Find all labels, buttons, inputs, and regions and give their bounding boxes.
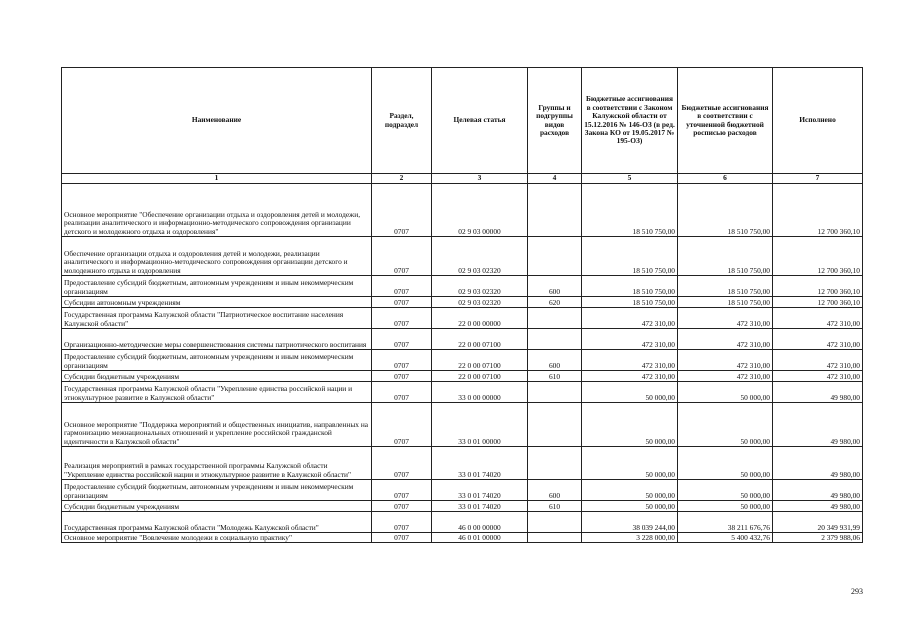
cell-group	[528, 308, 582, 329]
cell-executed: 472 310,00	[773, 350, 863, 371]
cell-name: Предоставление субсидий бюджетным, автономным учреждениям и иным некоммерческим организациям	[62, 480, 372, 501]
header-target: Целевая статья	[432, 68, 528, 174]
column-number: 3	[432, 174, 528, 184]
header-executed: Исполнено	[773, 68, 863, 174]
cell-executed: 49 980,00	[773, 501, 863, 512]
cell-refined: 50 000,00	[678, 382, 773, 403]
cell-name: Государственная программа Калужской области "Молодежь Калужской области"	[62, 512, 372, 533]
cell-group	[528, 533, 582, 543]
cell-refined: 472 310,00	[678, 350, 773, 371]
table-row	[62, 350, 863, 371]
table-row	[62, 501, 863, 512]
cell-group	[528, 512, 582, 533]
cell-executed: 12 700 360,10	[773, 276, 863, 297]
column-number: 2	[372, 174, 432, 184]
cell-name: Обеспечение организации отдыха и оздоровления детей и молодежи, реализации аналитического и информационно-методического сопровождения организации детского и молодежного отдыха и оздоровления	[62, 237, 372, 276]
cell-section: 0707	[372, 480, 432, 501]
column-number: 5	[582, 174, 678, 184]
cell-section: 0707	[372, 533, 432, 543]
table-row	[62, 329, 863, 350]
cell-section: 0707	[372, 403, 432, 447]
cell-refined: 50 000,00	[678, 403, 773, 447]
table-row	[62, 403, 863, 447]
cell-refined: 5 400 432,76	[678, 533, 773, 543]
cell-group	[528, 403, 582, 447]
cell-target: 02 9 03 02320	[432, 297, 528, 308]
table-row	[62, 447, 863, 480]
cell-group: 600	[528, 350, 582, 371]
cell-target: 46 0 00 00000	[432, 512, 528, 533]
cell-target: 22 0 00 07100	[432, 329, 528, 350]
cell-target: 02 9 03 00000	[432, 184, 528, 237]
cell-refined: 18 510 750,00	[678, 297, 773, 308]
cell-name: Субсидии бюджетным учреждениям	[62, 501, 372, 512]
cell-name: Субсидии бюджетным учреждениям	[62, 371, 372, 382]
cell-section: 0707	[372, 297, 432, 308]
cell-section: 0707	[372, 329, 432, 350]
cell-group: 600	[528, 276, 582, 297]
cell-section: 0707	[372, 501, 432, 512]
cell-executed: 12 700 360,10	[773, 297, 863, 308]
cell-group: 610	[528, 501, 582, 512]
column-number: 4	[528, 174, 582, 184]
cell-law: 472 310,00	[582, 371, 678, 382]
cell-executed: 12 700 360,10	[773, 184, 863, 237]
cell-section: 0707	[372, 184, 432, 237]
column-number: 1	[62, 174, 372, 184]
cell-executed: 472 310,00	[773, 308, 863, 329]
cell-group: 600	[528, 480, 582, 501]
cell-group	[528, 329, 582, 350]
table-row	[62, 297, 863, 308]
cell-refined: 50 000,00	[678, 447, 773, 480]
cell-group	[528, 184, 582, 237]
cell-group	[528, 237, 582, 276]
header-law: Бюджетные ассигнования в соответствии с Законом Калужской области от 15.12.2016 № 146-ОЗ (в ред. Закона КО от 19.05.2017 № 195-ОЗ)	[582, 68, 678, 174]
cell-executed: 20 349 931,99	[773, 512, 863, 533]
cell-section: 0707	[372, 512, 432, 533]
table-row	[62, 382, 863, 403]
table-row	[62, 237, 863, 276]
column-number: 7	[773, 174, 863, 184]
cell-section: 0707	[372, 447, 432, 480]
cell-executed: 12 700 360,10	[773, 237, 863, 276]
cell-section: 0707	[372, 350, 432, 371]
cell-refined: 50 000,00	[678, 501, 773, 512]
table-row	[62, 480, 863, 501]
page-number: 293	[851, 587, 863, 596]
cell-section: 0707	[372, 308, 432, 329]
cell-refined: 472 310,00	[678, 308, 773, 329]
cell-refined: 472 310,00	[678, 329, 773, 350]
cell-target: 22 0 00 07100	[432, 371, 528, 382]
cell-name: Субсидии автономным учреждениям	[62, 297, 372, 308]
cell-law: 50 000,00	[582, 447, 678, 480]
header-name: Наименование	[62, 68, 372, 174]
cell-law: 472 310,00	[582, 329, 678, 350]
cell-law: 18 510 750,00	[582, 237, 678, 276]
cell-refined: 38 211 676,76	[678, 512, 773, 533]
budget-table	[61, 67, 863, 543]
cell-executed: 49 980,00	[773, 447, 863, 480]
cell-refined: 18 510 750,00	[678, 184, 773, 237]
cell-target: 46 0 01 00000	[432, 533, 528, 543]
cell-law: 50 000,00	[582, 403, 678, 447]
cell-law: 18 510 750,00	[582, 184, 678, 237]
cell-executed: 472 310,00	[773, 329, 863, 350]
header-refined: Бюджетные ассигнования в соответствии с уточненной бюджетной росписью расходов	[678, 68, 773, 174]
cell-law: 50 000,00	[582, 501, 678, 512]
cell-target: 33 0 00 00000	[432, 382, 528, 403]
table-header-row	[62, 68, 863, 174]
cell-target: 02 9 03 02320	[432, 237, 528, 276]
column-number-row	[62, 174, 863, 184]
cell-law: 472 310,00	[582, 308, 678, 329]
cell-refined: 18 510 750,00	[678, 237, 773, 276]
cell-target: 02 9 03 02320	[432, 276, 528, 297]
cell-target: 33 0 01 00000	[432, 403, 528, 447]
cell-law: 3 228 000,00	[582, 533, 678, 543]
header-section: Раздел, подраздел	[372, 68, 432, 174]
cell-target: 33 0 01 74020	[432, 447, 528, 480]
cell-executed: 2 379 988,06	[773, 533, 863, 543]
cell-law: 50 000,00	[582, 382, 678, 403]
cell-executed: 49 980,00	[773, 403, 863, 447]
cell-section: 0707	[372, 382, 432, 403]
cell-group	[528, 382, 582, 403]
cell-name: Государственная программа Калужской области "Укрепление единства российской нации и этнокультурное развитие в Калужской области"	[62, 382, 372, 403]
header-groups: Группы и подгруппы видов расходов	[528, 68, 582, 174]
cell-section: 0707	[372, 276, 432, 297]
cell-refined: 50 000,00	[678, 480, 773, 501]
cell-executed: 49 980,00	[773, 480, 863, 501]
table-row	[62, 308, 863, 329]
cell-target: 22 0 00 00000	[432, 308, 528, 329]
cell-group: 610	[528, 371, 582, 382]
cell-law: 472 310,00	[582, 350, 678, 371]
column-number: 6	[678, 174, 773, 184]
table-row	[62, 276, 863, 297]
cell-name: Предоставление субсидий бюджетным, автономным учреждениям и иным некоммерческим организациям	[62, 350, 372, 371]
cell-target: 22 0 00 07100	[432, 350, 528, 371]
cell-name: Реализация мероприятий в рамках государственной программы Калужской области "Укрепление единства российской нации и этнокультурное развитие в Калужской области"	[62, 447, 372, 480]
cell-law: 50 000,00	[582, 480, 678, 501]
cell-law: 18 510 750,00	[582, 297, 678, 308]
cell-group: 620	[528, 297, 582, 308]
cell-law: 38 039 244,00	[582, 512, 678, 533]
cell-name: Предоставление субсидий бюджетным, автономным учреждениям и иным некоммерческим организациям	[62, 276, 372, 297]
table-row	[62, 512, 863, 533]
cell-name: Организационно-методические меры совершенствования системы патриотического воспитания	[62, 329, 372, 350]
table-row	[62, 371, 863, 382]
cell-executed: 472 310,00	[773, 371, 863, 382]
cell-refined: 472 310,00	[678, 371, 773, 382]
table-row	[62, 184, 863, 237]
cell-name: Основное мероприятие "Поддержка мероприятий и общественных инициатив, направленных на гармонизацию межнациональных отношений и укрепление российской гражданской идентичности в Калужской области"	[62, 403, 372, 447]
cell-group	[528, 447, 582, 480]
cell-name: Основное мероприятие "Обеспечение организации отдыха и оздоровления детей и молодежи, реализации аналитического и информационно-методического сопровождения организации детского и молодежного отдыха и оздоровления"	[62, 184, 372, 237]
cell-target: 33 0 01 74020	[432, 480, 528, 501]
cell-section: 0707	[372, 237, 432, 276]
table-row	[62, 533, 863, 543]
cell-name: Государственная программа Калужской области "Патриотическое воспитание населения Калужской области"	[62, 308, 372, 329]
cell-executed: 49 980,00	[773, 382, 863, 403]
cell-name: Основное мероприятие "Вовлечение молодежи в социальную практику"	[62, 533, 372, 543]
cell-section: 0707	[372, 371, 432, 382]
cell-refined: 18 510 750,00	[678, 276, 773, 297]
cell-law: 18 510 750,00	[582, 276, 678, 297]
cell-target: 33 0 01 74020	[432, 501, 528, 512]
